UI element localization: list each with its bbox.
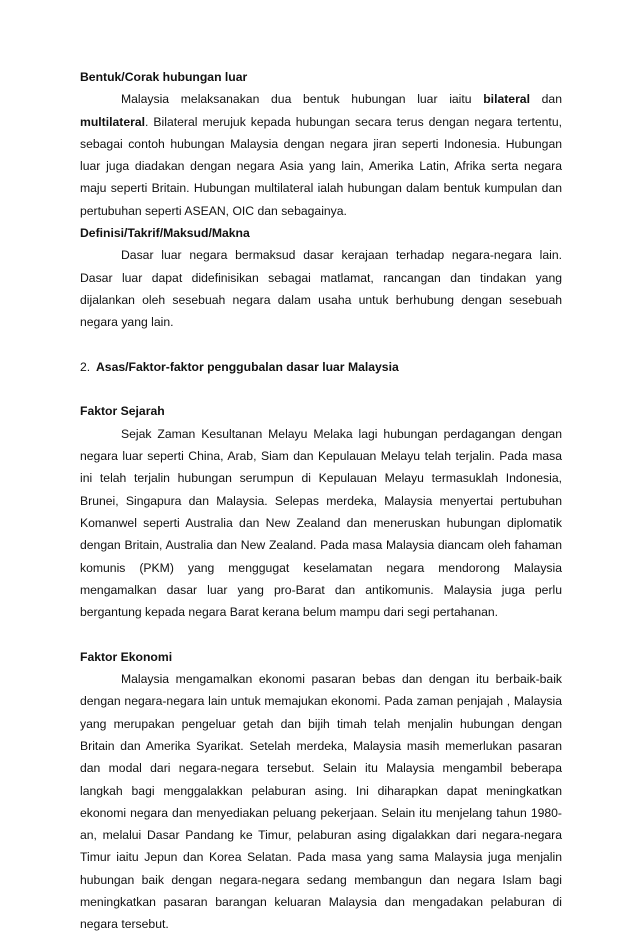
paragraph-bentuk-corak-rest: . Bilateral merujuk kepada hubungan secara terus dengan negara tertentu, sebagai contoh hubungan Malaysia dengan negara jiran seperti Indonesia. Hubungan luar juga diadakan dengan negara Asia yang lain, Amerika Latin, Afrika serta negara maju seperti Britain. Hubungan multilateral ialah hubungan dalam bentuk kumpulan dan pertubuhan seperti ASEAN, OIC dan sebagainya. [80, 114, 562, 218]
term-multilateral: multilateral [80, 114, 146, 129]
spacer [80, 334, 562, 356]
heading-bentuk-corak: Bentuk/Corak hubungan luar [80, 70, 248, 84]
spacer [80, 378, 562, 400]
paragraph-definisi: Dasar luar negara bermaksud dasar kerajaan terhadap negara-negara lain. Dasar luar dapat didefinisikan sebagai matlamat, rancangan dan tindakan yang dijalankan oleh sesebuah negara dalam usaha untuk berhubung dengan sesebuah negara yang lain. [80, 248, 562, 330]
term-bilateral: bilateral [483, 92, 530, 107]
heading-definisi: Definisi/Takrif/Maksud/Makna [80, 226, 250, 241]
conjunction-dan: dan [529, 92, 562, 107]
paragraph-faktor-sejarah: Sejak Zaman Kesultanan Melayu Melaka lagi hubungan perdagangan dengan negara luar seperti China, Arab, Siam dan Kepulauan Melayu telah terjalin. Pada masa ini telah terjalin hubungan serumpun di Kepulauan Melayu termasuklah Indonesia, Brunei, Singapura dan Malaysia. Selepas merdeka, Malaysia menyertai pertubuhan Komanwel seperti Australia dan New Zealand dan meneruskan hubungan diplomatik dengan Britain, Australia dan New Zealand. Pada masa Malaysia diancam oleh fahaman komunis (PKM) yang menggugat keselamatan negara mendorong Malaysia mengamalkan dasar luar yang pro-Barat dan antikomunis. Malaysia juga perlu bergantung kepada negara Barat kerana belum mampu dari segi pertahanan. [80, 426, 562, 620]
paragraph-bentuk-corak [80, 88, 562, 222]
document-page [80, 66, 562, 936]
heading-faktor-sejarah: Faktor Sejarah [80, 404, 165, 419]
paragraph-faktor-ekonomi: Malaysia mengamalkan ekonomi pasaran bebas dan dengan itu berbaik-baik dengan negara-negara lain untuk memajukan ekonomi. Pada zaman penjajah , Malaysia yang merupakan pengeluar getah dan bijih timah telah menjalin hubungan dengan Britain dan Amerika Syarikat. Setelah merdeka, Malaysia masih memerlukan pasaran dan modal dari negara-negara tersebut. Selain itu Malaysia mengambil beberapa langkah bagi menggalakkan pelaburan asing. Ini diharapkan dapat meningkatkan ekonomi negara dan menyediakan peluang pekerjaan. Selain itu menjelang tahun 1980-an, melalui Dasar Pandang ke Timur, pelaburan asing digalakkan dari negara-negara Timur iaitu Jepun dan Korea Selatan. Pada masa yang sama Malaysia juga menjalin hubungan baik dengan negara-negara sedang membangun dan negara Islam bagi meningkatkan pasaran barangan keluaran Malaysia dan mengadakan pelaburan di negara tersebut. [80, 672, 562, 932]
heading-asas-faktor [80, 356, 562, 378]
section-number: 2. [80, 359, 91, 374]
paragraph-bentuk-corak-intro: Malaysia melaksanakan dua bentuk hubungan luar iaitu [121, 92, 484, 107]
heading-faktor-ekonomi: Faktor Ekonomi [80, 649, 173, 664]
spacer [80, 623, 562, 645]
heading-asas-faktor-text: Asas/Faktor-faktor penggubalan dasar luar Malaysia [96, 359, 399, 374]
